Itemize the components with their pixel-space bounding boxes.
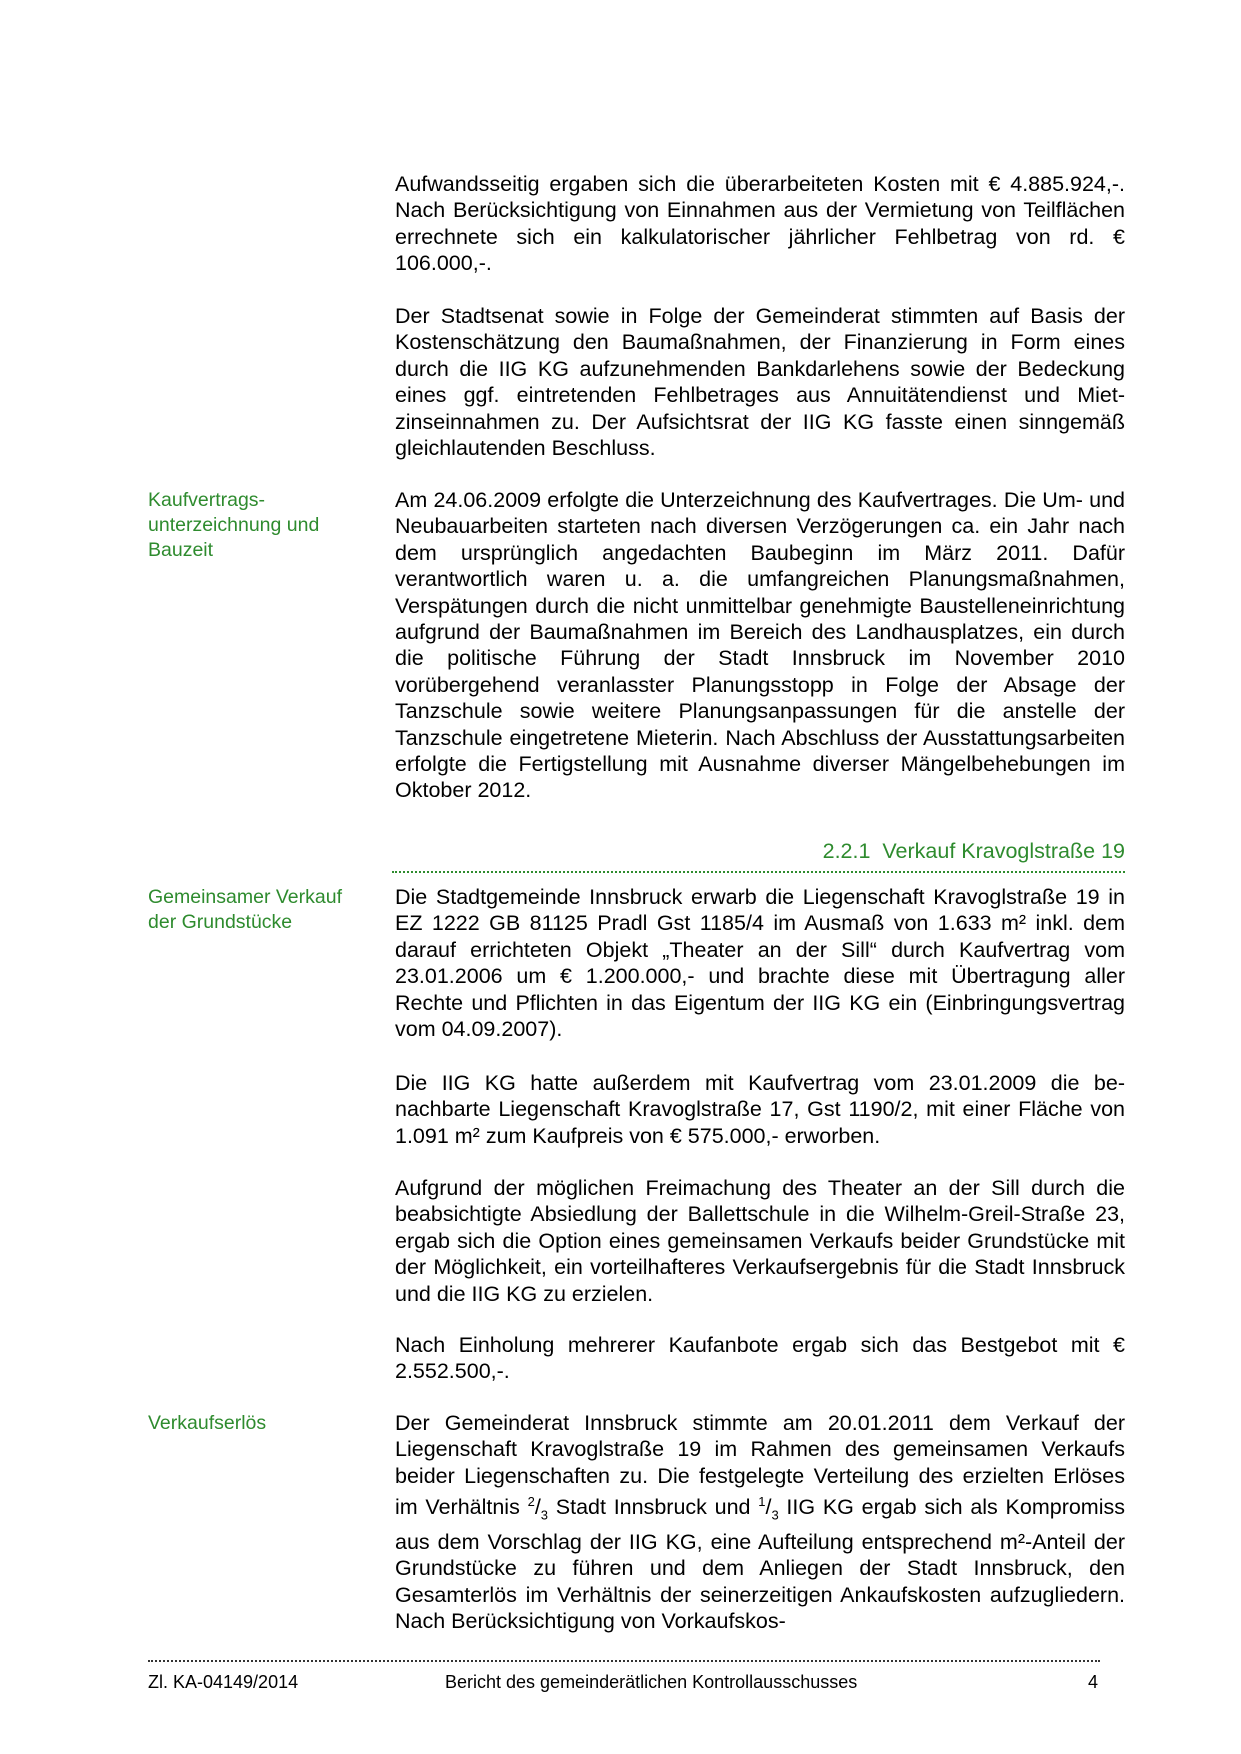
- body-text: Die IIG KG hatte außerdem mit Kaufvertrag vom 23.01.2009 die benachbarte Liegenschaft Kravoglstraße 17, Gst 1190/2, mit einer Fläche von 1.091 m² zum Kaufpreis von € 575.000,- erworben.: [395, 1071, 1125, 1148]
- body-text: Am 24.06.2009 erfolgte die Unterzeichnung des Kaufvertrages. Die Um- und Neubauarbeiten starteten nach diversen Verzögerungen ca. ein Jahr nach dem ursprünglich angedachten Baubeginn im März 2011. Dafür verantwortlich waren u. a. die umfangreichen Planungsmaßnahmen, Verspätungen durch die nicht unmittelbar genehmigte Baustelleneinrichtung aufgrund der Baumaßnahmen im Bereich des Landhausplatzes, ein durch die politische Führung der Stadt Innsbruck im November 2010 vorübergehend veranlasster Planungsstopp in Folge der Absage der Tanzschule sowie weitere Planungsanpassungen für die anstelle der Tanzschule eingetretene Mieterin. Nach Abschluss der Ausstattungsarbeiten erfolgte die Fertigstellung mit Ausnahme diverser Mängelbehebungen im Oktober 2012.: [395, 488, 1125, 803]
- section-heading-text: 2.2.1 Verkauf Kravoglstraße 19: [822, 839, 1125, 863]
- paragraph-signing-construction: [395, 487, 1125, 804]
- fraction-numerator: 2: [527, 1494, 535, 1510]
- body-text-segment: Stadt Innsbruck und: [548, 1495, 759, 1520]
- paragraph-costs: [395, 171, 1125, 277]
- margin-note-signing: [148, 488, 373, 563]
- margin-note-proceeds: [148, 1411, 373, 1436]
- paragraph-sale-proceeds: [395, 1410, 1125, 1635]
- paragraph-best-offer: [395, 1332, 1125, 1385]
- body-text: Der Stadtsenat sowie in Folge der Gemeinderat stimmten auf Basis der Kostenschätzung den Baumaßnahmen, der Finanzierung in Form eines durch die IIG KG aufzunehmenden Bankdarlehens sowie der Bedeckung eines ggf. eintretenden Fehlbetrages aus Annuitätendienst und Miet-zinseinnahmen zu. Der Aufsichtsrat der IIG KG fasste einen sinngemäß gleichlautenden Beschluss.: [395, 304, 1125, 461]
- margin-note-text: Kaufvertrags-unterzeichnung und Bauzeit: [148, 489, 320, 561]
- section-heading: [392, 835, 1125, 873]
- footer-page-number: 4: [1088, 1672, 1099, 1692]
- footer-title: Bericht des gemeinderätlichen Kontrollausschusses: [445, 1672, 858, 1692]
- margin-note-joint-sale: [148, 885, 373, 935]
- body-text-segment: Der Gemeinderat Innsbruck stimmte am 20.01.2011 dem Verkauf der Liegenschaft Kravoglstraße 19 im Rahmen des gemeinsamen Verkaufs beider Liegenschaften zu. Die festgelegte Verteilung des erzielten Erlöses im Verhältnis: [395, 1411, 1125, 1520]
- fraction-denominator: 3: [771, 1507, 779, 1523]
- fraction-numerator: 1: [758, 1494, 766, 1510]
- body-text: Die Stadtgemeinde Innsbruck erwarb die Liegenschaft Kravoglstraße 19 in EZ 1222 GB 81125 Pradl Gst 1185/4 im Ausmaß von 1.633 m² inkl. dem darauf errichteten Objekt „Theater an der Sill“ durch Kaufvertrag vom 23.01.2006 um € 1.200.000,- und brachte diese mit Übertragung aller Rechte und Pflichten in das Eigentum der IIG KG ein (Einbringungsvertrag vom 04.09.2007).: [395, 885, 1125, 1042]
- margin-note-text: Verkaufserlös: [148, 1412, 267, 1434]
- footer-reference: Zl. KA-04149/2014: [148, 1672, 299, 1692]
- footer-divider: [148, 1660, 1100, 1662]
- body-text: Nach Einholung mehrerer Kaufanbote ergab sich das Bestgebot mit € 2.552.500,-.: [395, 1333, 1125, 1384]
- body-text-segment: IIG KG ergab sich als Kompromiss aus dem Vorschlag der IIG KG, eine Aufteilung entsprechend m²-Anteil der Grundstücke zu führen und dem Anliegen der Stadt Innsbruck, den Gesamterlös im Verhältnis der seinerzeitigen Ankaufskosten aufzugliedern. Nach Berücksichtigung von Vorkaufskos-: [395, 1495, 1125, 1634]
- body-text: Aufwandsseitig ergaben sich die überarbeiteten Kosten mit € 4.885.924,-. Nach Berücksichtigung von Einnahmen aus der Vermietung von Teilflächen errechnete sich ein kalkulatorischer jährlicher Fehlbetrag von rd. € 106.000,-.: [395, 172, 1125, 276]
- body-text: Aufgrund der möglichen Freimachung des Theater an der Sill durch die beabsichtigte Absiedlung der Ballettschule in die Wilhelm-Greil-Straße 23, ergab sich die Option eines gemeinsamen Verkaufs beider Grundstücke mit der Möglichkeit, ein vorteilhafteres Verkaufsergebnis für die Stadt Innsbruck und die IIG KG zu erzielen.: [395, 1176, 1125, 1306]
- margin-note-text: Gemeinsamer Verkauf der Grundstücke: [148, 886, 343, 933]
- paragraph-council-decision: [395, 303, 1125, 461]
- paragraph-acquisition: [395, 884, 1125, 1042]
- paragraph-joint-sale-option: [395, 1175, 1125, 1307]
- body-text: Der Gemeinderat Innsbruck stimmte am 20.01.2011 dem Verkauf der Liegenschaft Kravoglstraße 19 im Rahmen des gemeinsamen Verkaufs beider Liegenschaften zu. Die festgelegte Verteilung des erzielten Erlöses im Verhältnis $^2/_3$ Stadt Innsbruck und $^1/_3$ IIG KG ergab sich als Kompromiss aus dem Vorschlag der IIG KG, eine Aufteilung entsprechend m²-Anteil der Grundstücke zu führen und dem Anliegen der Stadt Innsbruck, den Gesamterlös im Verhältnis der seinerzeitigen Ankaufskosten aufzugliedern. Nach Berücksichtigung von Vorkaufskos-: [395, 1411, 1125, 1634]
- paragraph-neighbour-property: [395, 1070, 1125, 1149]
- fraction-denominator: 3: [540, 1507, 549, 1523]
